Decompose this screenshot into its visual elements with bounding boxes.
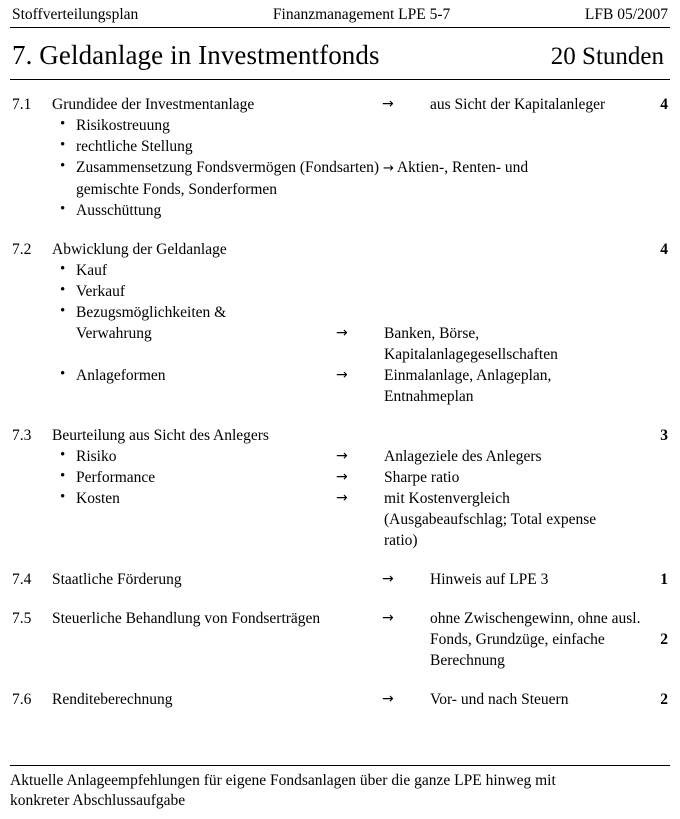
bullet-label [10,157,670,179]
list-item [10,260,670,281]
header-right-text: LFB 05/2007 [584,6,668,23]
bullet-label: • Risiko [10,446,336,467]
spacer-cell [52,650,382,671]
section-heading-row [10,689,670,710]
page-title-row [10,28,670,80]
section-hours-empty [642,608,670,629]
list-item [10,323,670,344]
section-7-4 [10,569,670,590]
list-item [10,157,670,179]
section-7-1 [10,94,670,221]
section-hours: 2 [660,631,668,648]
spacer-cell [10,629,52,650]
section-description-continued: Fonds, Grundzüge, einfache [430,631,605,648]
arrow-spacer [382,650,430,671]
section-hours: 3 [660,427,668,444]
footer-line-2: konkreter Abschlussaufgabe [10,792,186,809]
section-heading-row [10,425,670,446]
section-heading-row [10,608,670,629]
bullet-description-continued: Entnahmeplan [384,388,474,405]
section-number: 7.4 [12,571,32,588]
page-title: 7. Geldanlage in Investmentfonds [12,40,380,70]
bullet-description-continued: (Ausgabeaufschlag; Total expense [384,511,597,528]
bullet-label-empty [10,344,336,365]
section-label: Staatliche Förderung [52,571,182,588]
bullet-description-continued: Kapitalanlagegesellschaften [384,346,558,363]
section-7-3 [10,425,670,551]
spacer [10,596,670,608]
section-label: Abwicklung der Geldanlage [52,241,227,258]
section-7-5 [10,608,670,671]
list-item [10,446,670,467]
page-header [10,0,670,28]
arrow-icon: → [336,367,348,383]
list-item [10,509,670,530]
list-item [10,115,670,136]
bullet-label: • Anlageformen [10,365,336,386]
arrow-icon: → [336,448,348,464]
spacer [10,677,670,689]
bullet-label: • Risikostreuung [10,115,336,136]
section-description-row [10,629,670,650]
section-description: Vor- und nach Steuern [430,691,569,708]
arrow-spacer [382,629,430,650]
section-description-row [10,650,670,671]
bullet-label: • Bezugsmöglichkeiten & [10,302,336,323]
list-item [10,530,670,551]
section-hours: 1 [660,571,668,588]
section-number: 7.5 [12,610,32,627]
bullet-description-continued: gemischte Fonds, Sonderformen [76,181,278,198]
bullet-label: • Ausschüttung [10,200,336,221]
section-number: 7.6 [12,691,32,708]
section-label: Steuerliche Behandlung von Fondserträgen [52,610,321,627]
bullet-label: Verwahrung [76,325,152,342]
section-7-2 [10,239,670,407]
section-number: 7.1 [12,96,32,113]
spacer [10,227,670,239]
arrow-icon: → [336,490,348,506]
arrow-spacer [336,530,384,551]
bullet-label: • Performance [10,467,336,488]
section-number: 7.3 [12,427,32,444]
section-hours: 4 [660,96,668,113]
list-item [10,365,670,386]
arrow-icon [382,239,430,260]
bullet-label-empty [10,509,336,530]
header-center-text: Finanzmanagement LPE 5-7 [272,6,451,23]
section-description: aus Sicht der Kapitalanleger [430,96,606,113]
list-item [10,386,670,407]
spacer-cell [10,650,52,671]
bullet-description: Aktien-, Renten- und [396,159,529,176]
section-label: Beurteilung aus Sicht des Anlegers [52,427,269,444]
arrow-spacer [336,386,384,407]
section-heading-row [10,569,670,590]
spacer-cell [52,629,382,650]
arrow-icon: → [382,691,394,707]
list-item [10,488,670,509]
title-hours: 20 Stunden [550,43,664,70]
section-description: Hinweis auf LPE 3 [430,571,549,588]
arrow-icon [382,425,430,446]
section-description-continued: Berechnung [430,652,505,669]
section-description [430,425,642,446]
bullet-label: • rechtliche Stellung [10,136,336,157]
bullet-label-empty [10,386,336,407]
section-hours: 2 [660,691,668,708]
bullet-description: Anlageziele des Anlegers [384,448,542,465]
bullet-description: mit Kostenvergleich [384,490,510,507]
section-description: ohne Zwischengewinn, ohne ausl. [430,610,641,627]
list-item [10,302,670,323]
list-item [10,281,670,302]
arrow-spacer [336,344,384,365]
arrow-icon: → [382,161,394,176]
arrow-spacer [336,509,384,530]
bullet-label: • Kosten [10,488,336,509]
section-number: 7.2 [12,241,32,258]
section-heading-row [10,94,670,115]
section-label: Grundidee der Investmentanlage [52,96,255,113]
bullet-text: Zusammensetzung Fondsvermögen (Fondsarten) [76,159,380,176]
spacer [10,413,670,425]
bullet-label-empty [10,530,336,551]
arrow-icon: → [382,571,394,587]
bullet-label: • Verkauf [10,281,336,302]
section-heading-row [10,239,670,260]
bullet-description: Einmalanlage, Anlageplan, [384,367,552,384]
spacer [10,557,670,569]
arrow-icon: → [382,96,394,112]
list-item [10,344,670,365]
arrow-icon: → [382,610,394,626]
bullet-description: Sharpe ratio [384,469,460,486]
arrow-icon: → [336,325,348,341]
section-description [430,239,642,260]
section-hours-empty [642,650,670,671]
page-footer [10,765,670,811]
arrow-icon: → [336,469,348,485]
list-item [10,467,670,488]
footer-line-1: Aktuelle Anlageempfehlungen für eigene Fondsanlagen über die ganze LPE hinweg mit [10,772,556,789]
section-label: Renditeberechnung [52,691,173,708]
list-item [10,200,670,221]
section-7-6 [10,689,670,710]
bullet-description: Banken, Börse, [384,325,480,342]
section-hours: 4 [660,241,668,258]
header-left-text: Stoffverteilungsplan [12,6,139,23]
bullet-label: • Kauf [10,260,336,281]
bullet-description-continued: ratio) [384,532,418,549]
list-item [10,136,670,157]
